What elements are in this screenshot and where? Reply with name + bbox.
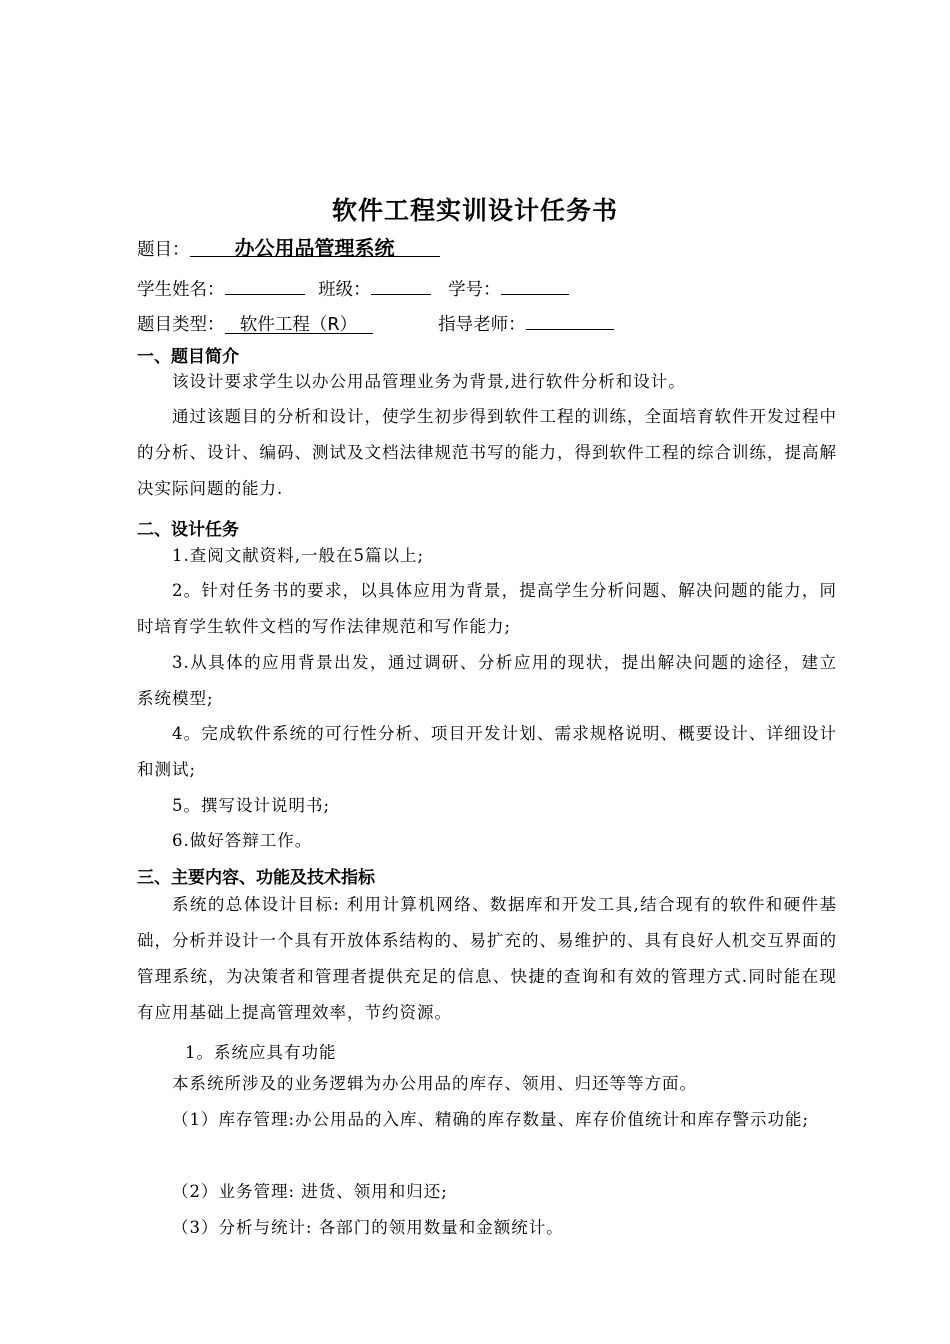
task-item-5: 5。撰写设计说明书; xyxy=(172,796,331,815)
topic-row xyxy=(137,232,440,261)
student-name-blank xyxy=(225,272,305,295)
class-label: 班级： xyxy=(318,280,371,300)
topic-type-label: 题目类型： xyxy=(137,315,225,335)
task-item-2: 2。针对任务书的要求，以具体应用为背景，提高学生分析问题、解决问题的能力，同时培育学生软件文档的写作法律规范和写作能力; xyxy=(137,581,837,636)
task-item-6: 6.做好答辩工作。 xyxy=(172,831,313,850)
intro-paragraph-2: 通过该题目的分析和设计，使学生初步得到软件工程的训练，全面培育软件开发过程中的分析、设计、编码、测试及文档法律规范书写的能力，得到软件工程的综合训练，提高解决实际问题的能力. xyxy=(137,407,837,498)
section-heading-tasks: 二、设计任务 xyxy=(137,520,239,540)
student-id-blank xyxy=(501,272,569,295)
type-row xyxy=(137,307,614,336)
content-paragraph-2: 本系统所涉及的业务逻辑为办公用品的库存、领用、归还等等方面。 xyxy=(172,1074,697,1093)
task-item-3: 3.从具体的应用背景出发，通过调研、分析应用的现状，提出解决问题的途径，建立系统模型; xyxy=(137,653,837,708)
topic-value: 办公用品管理系统 xyxy=(190,232,440,257)
task-item-1: 1.查阅文献资料,一般在5篇以上; xyxy=(172,546,425,565)
student-row xyxy=(137,272,569,301)
function-item-3: （3）分析与统计: 各部门的领用数量和金额统计。 xyxy=(172,1218,564,1237)
topic-type-value: 软件工程（R） xyxy=(225,311,373,334)
class-blank xyxy=(371,272,431,295)
section-heading-content: 三、主要内容、功能及技术指标 xyxy=(137,868,375,888)
teacher-label: 指导老师： xyxy=(438,315,526,335)
task-item-4: 4。完成软件系统的可行性分析、项目开发计划、需求规格说明、概要设计、详细设计和测试; xyxy=(137,724,837,779)
function-item-2: （2）业务管理: 进货、领用和归还; xyxy=(172,1182,448,1201)
topic-label: 题目： xyxy=(137,240,190,260)
document-title: 软件工程实训设计任务书 xyxy=(331,196,618,225)
student-name-label: 学生姓名： xyxy=(137,280,225,300)
content-paragraph-1: 系统的总体设计目标: 利用计算机网络、数据库和开发工具,结合现有的软件和硬件基础，分析并设计一个具有开放体系结构的、易扩充的、易维护的、具有良好人机交互界面的管理系统，为决策者和管理者提供充足的信息、快捷的查询和有效的管理方式.同时能在现有应用基础上提高管理效率，节约资源。 xyxy=(137,895,837,1022)
function-item-1: （1）库存管理:办公用品的入库、精确的库存数量、库存价值统计和库存警示功能; xyxy=(172,1110,810,1129)
teacher-blank xyxy=(526,307,614,330)
intro-paragraph-1: 该设计要求学生以办公用品管理业务为背景,进行软件分析和设计。 xyxy=(172,372,686,391)
student-id-label: 学号： xyxy=(448,280,501,300)
content-subheading: 1。系统应具有功能 xyxy=(185,1043,337,1062)
section-heading-intro: 一、题目简介 xyxy=(137,347,239,367)
